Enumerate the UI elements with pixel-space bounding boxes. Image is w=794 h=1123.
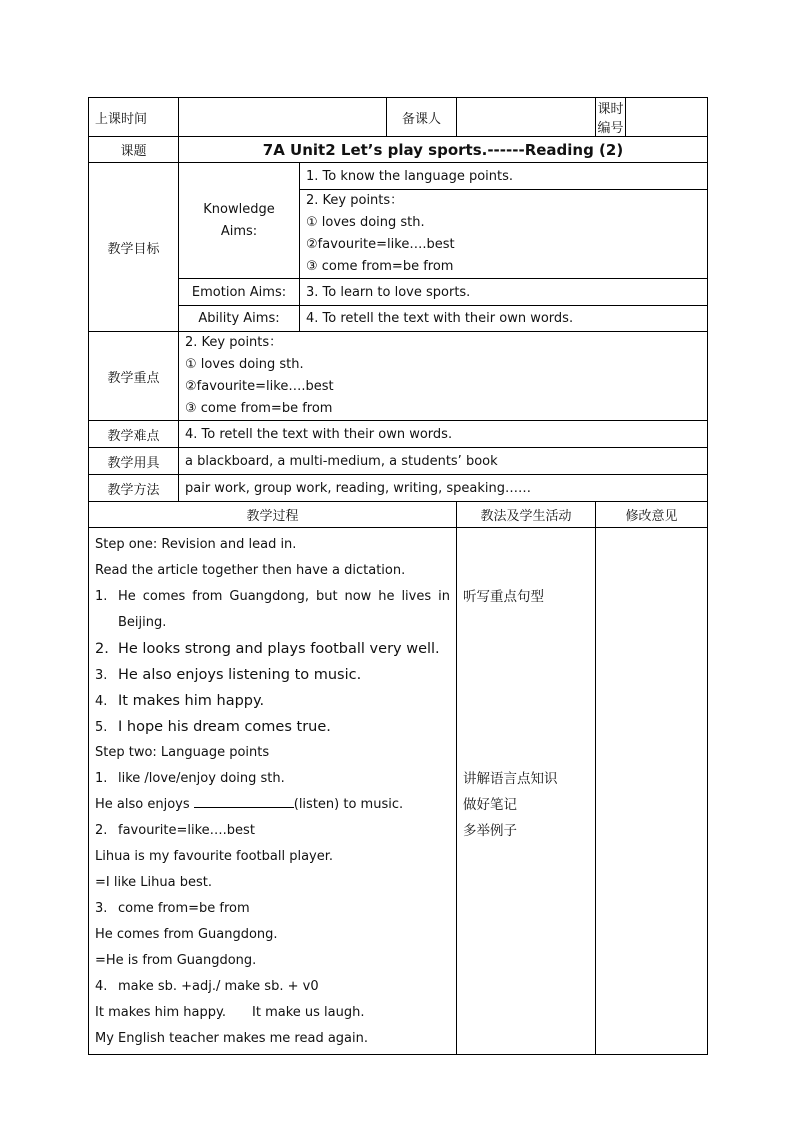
sentence-4-num: 4. (95, 694, 108, 709)
emotion-aim: 3. To learn to love sports. (300, 279, 708, 306)
emotion-aims-label: Emotion Aims: (179, 279, 300, 306)
header-row (89, 98, 708, 137)
point-2 (95, 818, 450, 844)
knowledge-aim-1: 1. To know the language points. (300, 163, 708, 190)
knowledge-aim-2-a: ① loves doing sth. (306, 215, 425, 230)
activity-explain: 讲解语言点知识 (463, 771, 558, 787)
point-4-num: 4. (95, 979, 108, 994)
activity-dictation: 听写重点句型 (463, 589, 544, 605)
revision-header: 修改意见 (596, 502, 708, 528)
knowledge-aims-label (179, 163, 300, 279)
aims-row-1 (89, 163, 708, 190)
point-1-example-a: He also enjoys (95, 797, 194, 812)
sentence-1-cont: Beijing. (118, 615, 167, 630)
activities-header: 教法及学生活动 (457, 502, 596, 528)
point-3-example-2: =He is from Guangdong. (95, 953, 257, 968)
sentence-5-text: I hope his dream comes true. (118, 719, 331, 735)
methods-label: 教学方法 (89, 475, 179, 502)
sentence-1-word: lives (401, 589, 432, 604)
point-1-example-b: (listen) to music. (293, 797, 404, 812)
key-point-b: ②favourite=like….best (185, 379, 334, 394)
lesson-plan-table (88, 97, 708, 1055)
difficulty-label: 教学难点 (89, 421, 179, 448)
preparer-value[interactable] (457, 98, 596, 137)
point-4-text: make sb. +adj./ make sb. + v0 (118, 979, 319, 994)
knowledge-aim-2 (300, 190, 708, 279)
point-1-example (95, 792, 450, 818)
key-point-c: ③ come from=be from (185, 401, 333, 416)
sentence-1-word: from (192, 589, 223, 604)
knowledge-aim-2-title: 2. Key points： (306, 193, 404, 208)
point-4-example-1a: It makes him happy. (95, 1005, 226, 1020)
point-4-example-1 (95, 1000, 450, 1026)
sentence-2-text: He looks strong and plays football very well. (118, 641, 440, 657)
difficulty-row (89, 421, 708, 448)
point-3-num: 3. (95, 901, 108, 916)
tools-label: 教学用具 (89, 448, 179, 475)
key-points-row (89, 332, 708, 421)
tools-row (89, 448, 708, 475)
sentence-1-word: He (118, 589, 136, 604)
sentence-5-num: 5. (95, 720, 108, 735)
revision-content[interactable] (596, 528, 708, 1055)
sentence-1-word: comes (142, 589, 186, 604)
point-1-num: 1. (95, 771, 108, 786)
sentence-1-num: 1. (95, 589, 108, 604)
sentence-1-word: Guangdong, (229, 589, 310, 604)
sentence-1-word: now (344, 589, 372, 604)
point-2-num: 2. (95, 823, 108, 838)
point-2-text: favourite=like….best (118, 823, 255, 838)
point-4-example-2: My English teacher makes me read again. (95, 1031, 369, 1046)
point-3-text: come from=be from (118, 901, 250, 916)
step-one: Step one: Revision and lead in. (95, 537, 297, 552)
point-3 (95, 896, 450, 922)
sentence-4-text: It makes him happy. (118, 693, 265, 709)
key-points-title: 2. Key points： (185, 335, 283, 350)
ability-row (89, 306, 708, 332)
class-time-value[interactable] (179, 98, 387, 137)
topic-label: 课题 (89, 137, 179, 163)
class-time-label: 上课时间 (89, 98, 179, 137)
sentence-1-word: he (378, 589, 395, 604)
sentence-4 (95, 688, 450, 714)
ability-aims-label: Ability Aims: (179, 306, 300, 332)
sentence-1 (95, 584, 450, 610)
sentence-2 (95, 636, 450, 662)
process-body-row (89, 528, 708, 1055)
knowledge-aim-2-b: ②favourite=like….best (306, 237, 455, 252)
key-point-a: ① loves doing sth. (185, 357, 304, 372)
activity-examples: 多举例子 (463, 823, 517, 839)
point-1 (95, 766, 450, 792)
preparer-label: 备课人 (387, 98, 457, 137)
lesson-plan-sheet (88, 97, 707, 1055)
step-one-desc: Read the article together then have a dictation. (95, 563, 406, 578)
point-1-text: like /love/enjoy doing sth. (118, 771, 285, 786)
knowledge-aim-2-c: ③ come from=be from (306, 259, 454, 274)
activities-content (457, 528, 596, 1055)
key-points-content (179, 332, 708, 421)
point-3-example-1: He comes from Guangdong. (95, 927, 278, 942)
ability-aim: 4. To retell the text with their own words. (300, 306, 708, 332)
point-2-example-2: =I like Lihua best. (95, 875, 212, 890)
process-header-row (89, 502, 708, 528)
difficulty-value: 4. To retell the text with their own words. (179, 421, 708, 448)
sentence-2-num: 2. (95, 641, 109, 657)
fill-blank[interactable] (194, 793, 294, 808)
sentence-1-word: in (438, 589, 450, 604)
knowledge-label-line-1: Knowledge (203, 201, 275, 217)
sentence-1-word: but (315, 589, 338, 604)
methods-value: pair work, group work, reading, writing, speaking…… (179, 475, 708, 502)
tools-value: a blackboard, a multi-medium, a students’ book (179, 448, 708, 475)
aims-label: 教学目标 (89, 163, 179, 332)
key-points-label: 教学重点 (89, 332, 179, 421)
knowledge-label-line-2: Aims: (220, 223, 258, 239)
sentence-3 (95, 662, 450, 688)
sentence-5 (95, 714, 450, 740)
sentence-3-text: He also enjoys listening to music. (118, 667, 362, 683)
process-content (89, 528, 457, 1055)
methods-row (89, 475, 708, 502)
emotion-row (89, 279, 708, 306)
topic-title: 7A Unit2 Let’s play sports.------Reading (2) (179, 137, 708, 163)
lesson-no-label: 课时编号 (596, 98, 626, 137)
sentence-3-num: 3. (95, 668, 108, 683)
topic-row (89, 137, 708, 163)
activity-notes: 做好笔记 (463, 797, 517, 813)
point-4-example-1b: It make us laugh. (252, 1005, 365, 1020)
step-two: Step two: Language points (95, 745, 270, 760)
process-header: 教学过程 (89, 502, 457, 528)
sentence-1-words (118, 584, 450, 610)
point-4 (95, 974, 450, 1000)
point-2-example-1: Lihua is my favourite football player. (95, 849, 334, 864)
lesson-no-value[interactable] (626, 98, 708, 137)
